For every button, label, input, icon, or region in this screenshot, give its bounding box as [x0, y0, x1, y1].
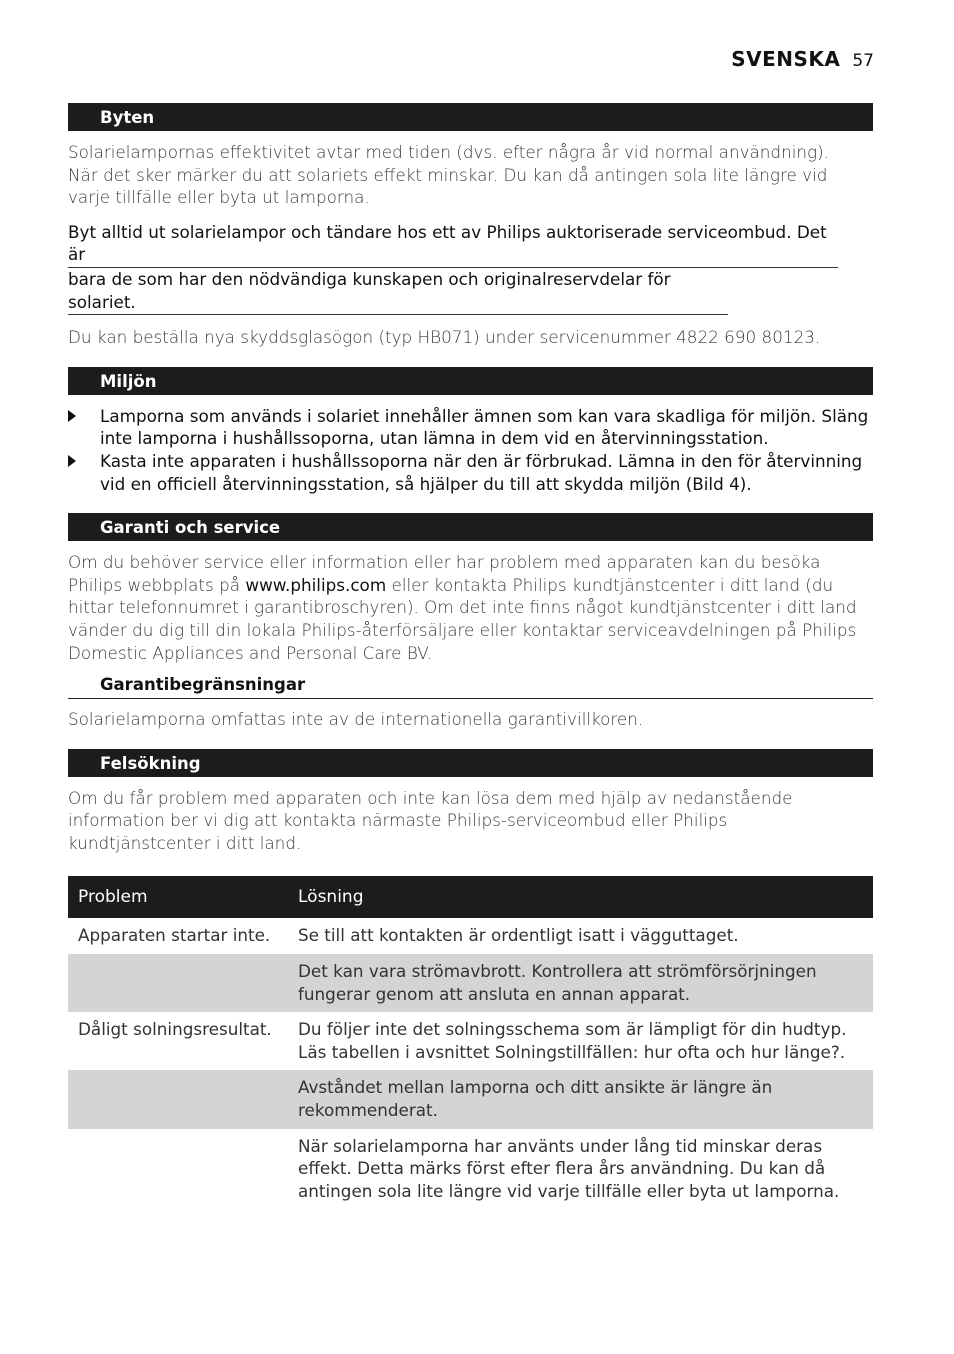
- bullet-text: Kasta inte apparaten i hushållssoporna när den är förbrukad. Lämna in den för återvinning vid en officiell återvinningsstation, så hjälper du till att skydda miljön (Bild 4).: [100, 450, 863, 494]
- cell-problem: Apparaten startar inte.: [78, 925, 271, 946]
- section-title-felsokning: Felsökning: [68, 749, 873, 777]
- bullet-arrow-icon: [68, 455, 76, 467]
- table-header-row: [68, 876, 873, 918]
- garanti-paragraph-2: Solarielamporna omfattas inte av de internationella garantivillkoren.: [68, 709, 644, 730]
- cell-solution: Avståndet mellan lamporna och ditt ansikte är längre än rekommenderat.: [288, 1070, 873, 1128]
- cell-problem: [68, 1129, 288, 1210]
- byten-paragraph-1: Solarielampornas effektivitet avtar med tiden (dvs. efter några år vid normal användning). När det sker märker du att solariets effekt minskar. Du kan då antingen sola lite längre vid varje tillfälle eller byta ut lamporna.: [68, 142, 829, 208]
- cell-problem: [68, 1070, 288, 1128]
- page-number: 57: [852, 51, 874, 71]
- felsokning-paragraph-1: Om du får problem med apparaten och inte kan lösa dem med hjälp av nedanstående information ber vi dig att kontakta närmaste Philips-serviceombud eller Philips kundtjänstcenter i ditt land.: [68, 787, 793, 853]
- cell-solution: Det kan vara strömavbrott. Kontrollera att strömförsörjningen fungerar genom att ansluta en annan apparat.: [288, 954, 873, 1012]
- section-title-garanti: Garanti och service: [68, 513, 873, 541]
- column-header-problem: Problem: [68, 876, 288, 918]
- bullet-arrow-icon: [68, 410, 76, 422]
- subheading-garantibegransningar: Garantibegränsningar: [68, 674, 873, 699]
- byten-p2-line1: Byt alltid ut solarielampor och tändare hos ett av Philips auktoriserade serviceombud. Det är: [68, 221, 838, 268]
- cell-solution: Se till att kontakten är ordentligt isatt i vägguttaget.: [298, 925, 739, 946]
- table-row: [68, 1129, 873, 1210]
- table-row: [68, 1012, 873, 1070]
- philips-website-link[interactable]: www.philips.com: [245, 574, 387, 595]
- page-content: [68, 103, 873, 1209]
- cell-solution: När solarielamporna har använts under lång tid minskar deras effekt. Detta märks först efter flera års användning. Du kan då antingen sola lite längre vid varje tillfälle eller byta ut lamporna.: [298, 1135, 840, 1201]
- garanti-paragraph-1: [68, 551, 863, 664]
- section-title-miljon: Miljön: [68, 367, 873, 395]
- cell-problem: Dåligt solningsresultat.: [78, 1019, 272, 1040]
- list-item: [68, 405, 873, 450]
- column-header-solution: Lösning: [288, 876, 873, 918]
- table-row: [68, 918, 873, 954]
- list-item: [68, 450, 873, 495]
- garanti-text-after-link: eller kontakta Philips kundtjänstcenter i ditt land (du hittar telefonnumret i garantibroschyren). Om det inte finns något kundtjänstcenter i ditt land vänder du dig till din lokala Philips-återförsäljare eller kontaktar serviceavdelningen på Philips Domestic Appliances and Personal Care BV.: [68, 574, 857, 663]
- page-header: [731, 47, 874, 71]
- table-row: [68, 954, 873, 1012]
- bullet-text: Lamporna som används i solariet innehåller ämnen som kan vara skadliga för miljön. Släng inte lamporna i hushållssoporna, utan lämna in dem vid en återvinningsstation.: [100, 405, 869, 449]
- troubleshooting-table: [68, 876, 873, 1209]
- table-row: [68, 1070, 873, 1128]
- byten-paragraph-3: Du kan beställa nya skyddsglasögon (typ HB071) under servicenummer 4822 690 80123.: [68, 327, 821, 348]
- garanti-text-before-link: Om du behöver service eller information eller har problem med apparaten kan du besöka Philips webbplats på: [68, 552, 821, 595]
- byten-p2-line2: bara de som har den nödvändiga kunskapen och originalreservdelar för solariet.: [68, 268, 728, 315]
- section-title-byten: Byten: [68, 103, 873, 131]
- cell-problem: [68, 954, 288, 1012]
- byten-paragraph-2: [68, 221, 873, 315]
- miljon-bullet-list: [68, 405, 873, 495]
- cell-solution: Du följer inte det solningsschema som är lämpligt för din hudtyp. Läs tabellen i avsnittet Solningstillfällen: hur ofta och hur länge?.: [298, 1019, 847, 1062]
- language-label: SVENSKA: [731, 47, 841, 71]
